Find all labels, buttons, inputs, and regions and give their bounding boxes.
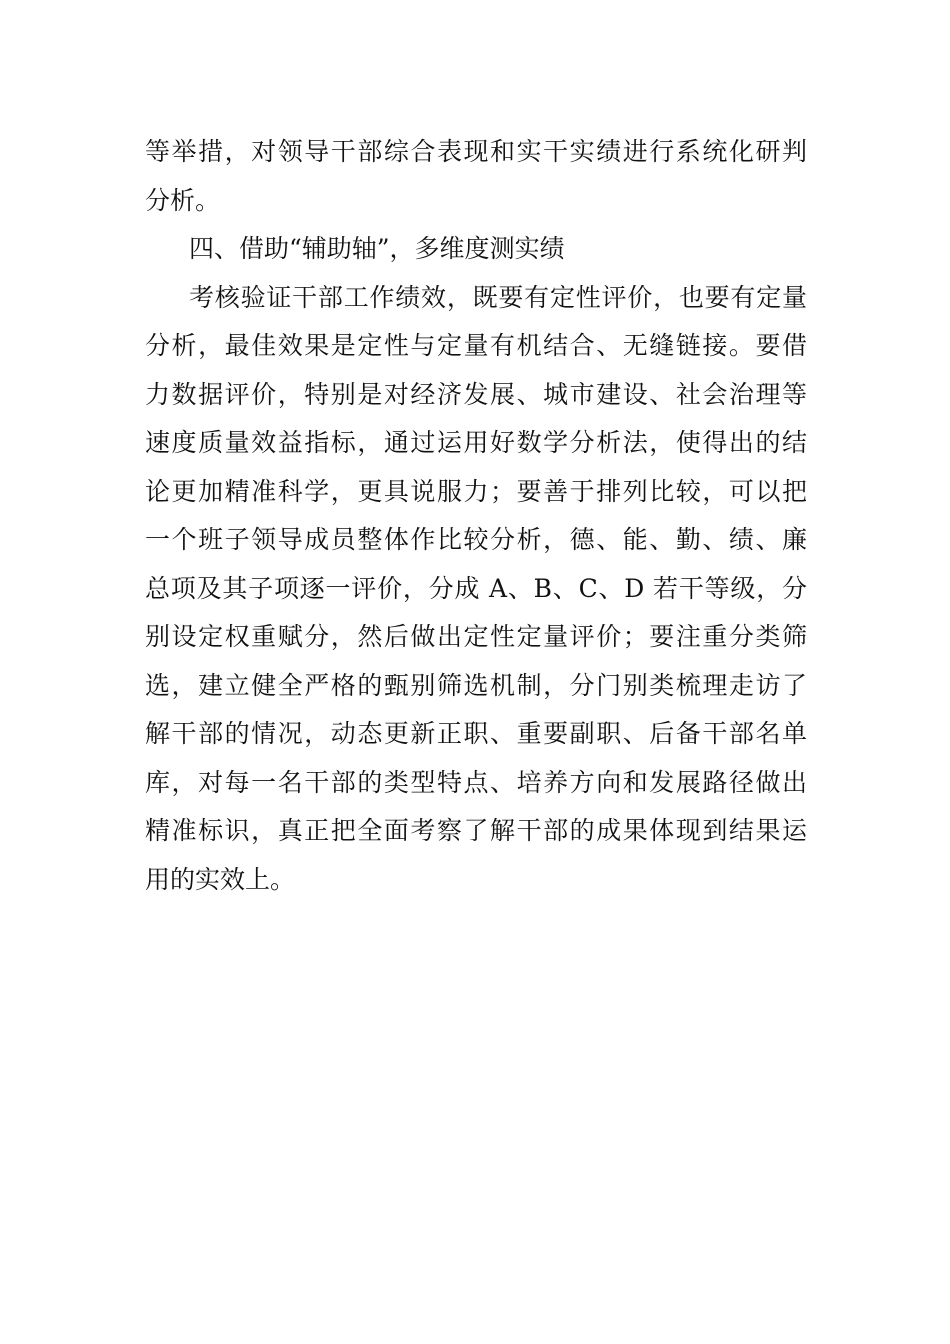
paragraph (145, 274, 807, 905)
text-line: 分析。 (145, 185, 221, 215)
text-line: 解干部的情况，动态更新正职、重要副职、后备干部名单 (145, 719, 807, 748)
text-line: 一个班子领导成员整体作比较分析，德、能、勤、绩、廉 (145, 525, 807, 554)
text-line: 考核验证干部工作绩效，既要有定性评价，也要有定量 (189, 282, 807, 312)
text-line: 分析，最佳效果是定性与定量有机结合、无缝链接。要借 (145, 331, 807, 360)
text-line: 精准标识，真正把全面考察了解干部的成果体现到结果运 (145, 816, 807, 845)
text-line: 库，对每一名干部的类型特点、培养方向和发展路径做出 (145, 767, 807, 797)
section-heading (145, 225, 807, 274)
text-line: 速度质量效益指标，通过运用好数学分析法，使得出的结 (145, 428, 807, 457)
paragraph-continuation (145, 128, 807, 225)
document-body (145, 128, 807, 904)
text-line: 选，建立健全严格的甄别筛选机制，分门别类梳理走访了 (145, 670, 807, 700)
section-heading-text: 四、借助“辅助轴”，多维度测实绩 (189, 234, 565, 263)
text-line: 别设定权重赋分，然后做出定性定量评价；要注重分类筛 (145, 622, 807, 651)
text-line: 总项及其子项逐一评价，分成 A、B、C、D 若干等级，分 (145, 573, 807, 603)
text-line: 用的实效上。 (145, 864, 296, 894)
text-line: 力数据评价，特别是对经济发展、城市建设、社会治理等 (145, 379, 807, 409)
text-line: 论更加精准科学，更具说服力；要善于排列比较，可以把 (145, 476, 807, 506)
text-line: 等举措，对领导干部综合表现和实干实绩进行系统化研判 (145, 137, 807, 166)
